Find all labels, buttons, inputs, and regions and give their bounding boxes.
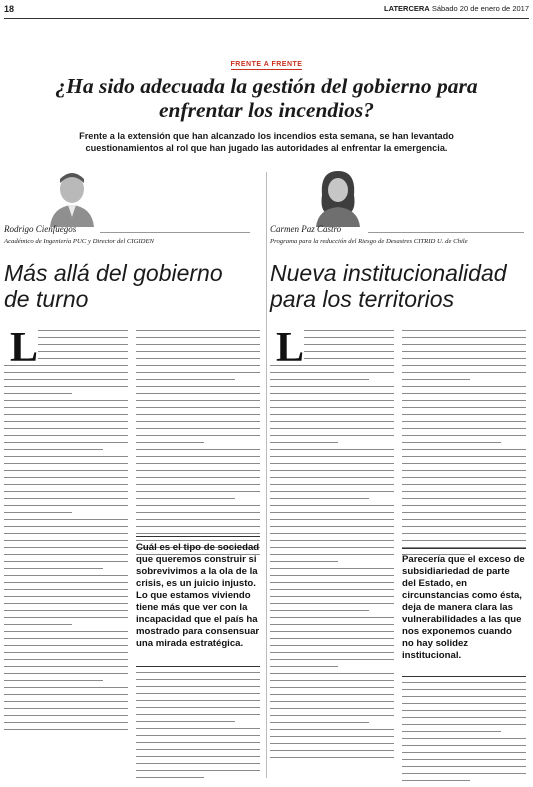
pull-quote-left: Cuál es el tipo de sociedad que queremos construir si sobrevivimos a la ola de la crisis, es un juicio injusto. Lo que estamos viviendo tiene más que ver con la incapacidad que el país ha mostrado para consensuar una mirada estratégica. (136, 542, 260, 649)
deck: Frente a la extensión que han alcanzado los incendios esta semana, se han levantado cuestionamientos al rol que han jugado las autoridades al enfrentar la emergencia. (79, 131, 454, 153)
column-title-left: Más allá del gobierno de turno (4, 260, 223, 312)
author-rule-left (100, 232, 250, 233)
pull-quote-right: Parecería que el exceso de subsidiariedad de parte del Estado, en circunstancias como ésta, deja de manera clara las vulnerabilidades a las que nos exponemos cuando no hay solidez institucional. (402, 554, 525, 661)
author-rule-right (368, 232, 524, 233)
dropcap-left: L (10, 325, 39, 371)
body-text-right-col2 (402, 330, 526, 561)
body-text-left-col2-bottom (136, 672, 260, 784)
pull-quote-rule-left-bottom (136, 666, 260, 667)
section-tag (0, 61, 533, 68)
dropcap-right: L (276, 325, 305, 371)
body-text-left-col2 (136, 330, 260, 561)
page-number: 18 (4, 4, 15, 14)
section-tag-label: FRENTE A FRENTE (230, 61, 303, 68)
column-title-right: Nueva institucionalidad para los territorios (270, 260, 507, 312)
headline: ¿Ha sido adecuada la gestión del gobierno para enfrentar los incendios? (55, 74, 478, 122)
pull-quote-rule-right (402, 548, 526, 549)
author-name-left: Rodrigo Cienfuegos (4, 224, 77, 234)
masthead (384, 4, 529, 13)
body-text-right-col2-bottom (402, 682, 526, 787)
column-divider (266, 172, 267, 778)
pull-quote-rule-right-bottom (402, 676, 526, 677)
pull-quote-rule-left (136, 536, 260, 537)
masthead-date: Sábado 20 de enero de 2017 (431, 4, 529, 13)
masthead-brand: LATERCERA (384, 4, 430, 13)
body-text-right-col1 (270, 325, 394, 764)
author-name-right: Carmen Paz Castro (270, 224, 342, 234)
author-photo-left (44, 165, 100, 227)
body-text-left-col1 (4, 325, 128, 736)
author-role-left: Académico de Ingeniería PUC y Director del CIGIDEN (4, 238, 154, 245)
author-role-right: Programa para la reducción del Riesgo de Desastres CITRID U. de Chile (270, 238, 468, 245)
author-photo-right (310, 165, 366, 227)
header-rule (4, 18, 529, 19)
